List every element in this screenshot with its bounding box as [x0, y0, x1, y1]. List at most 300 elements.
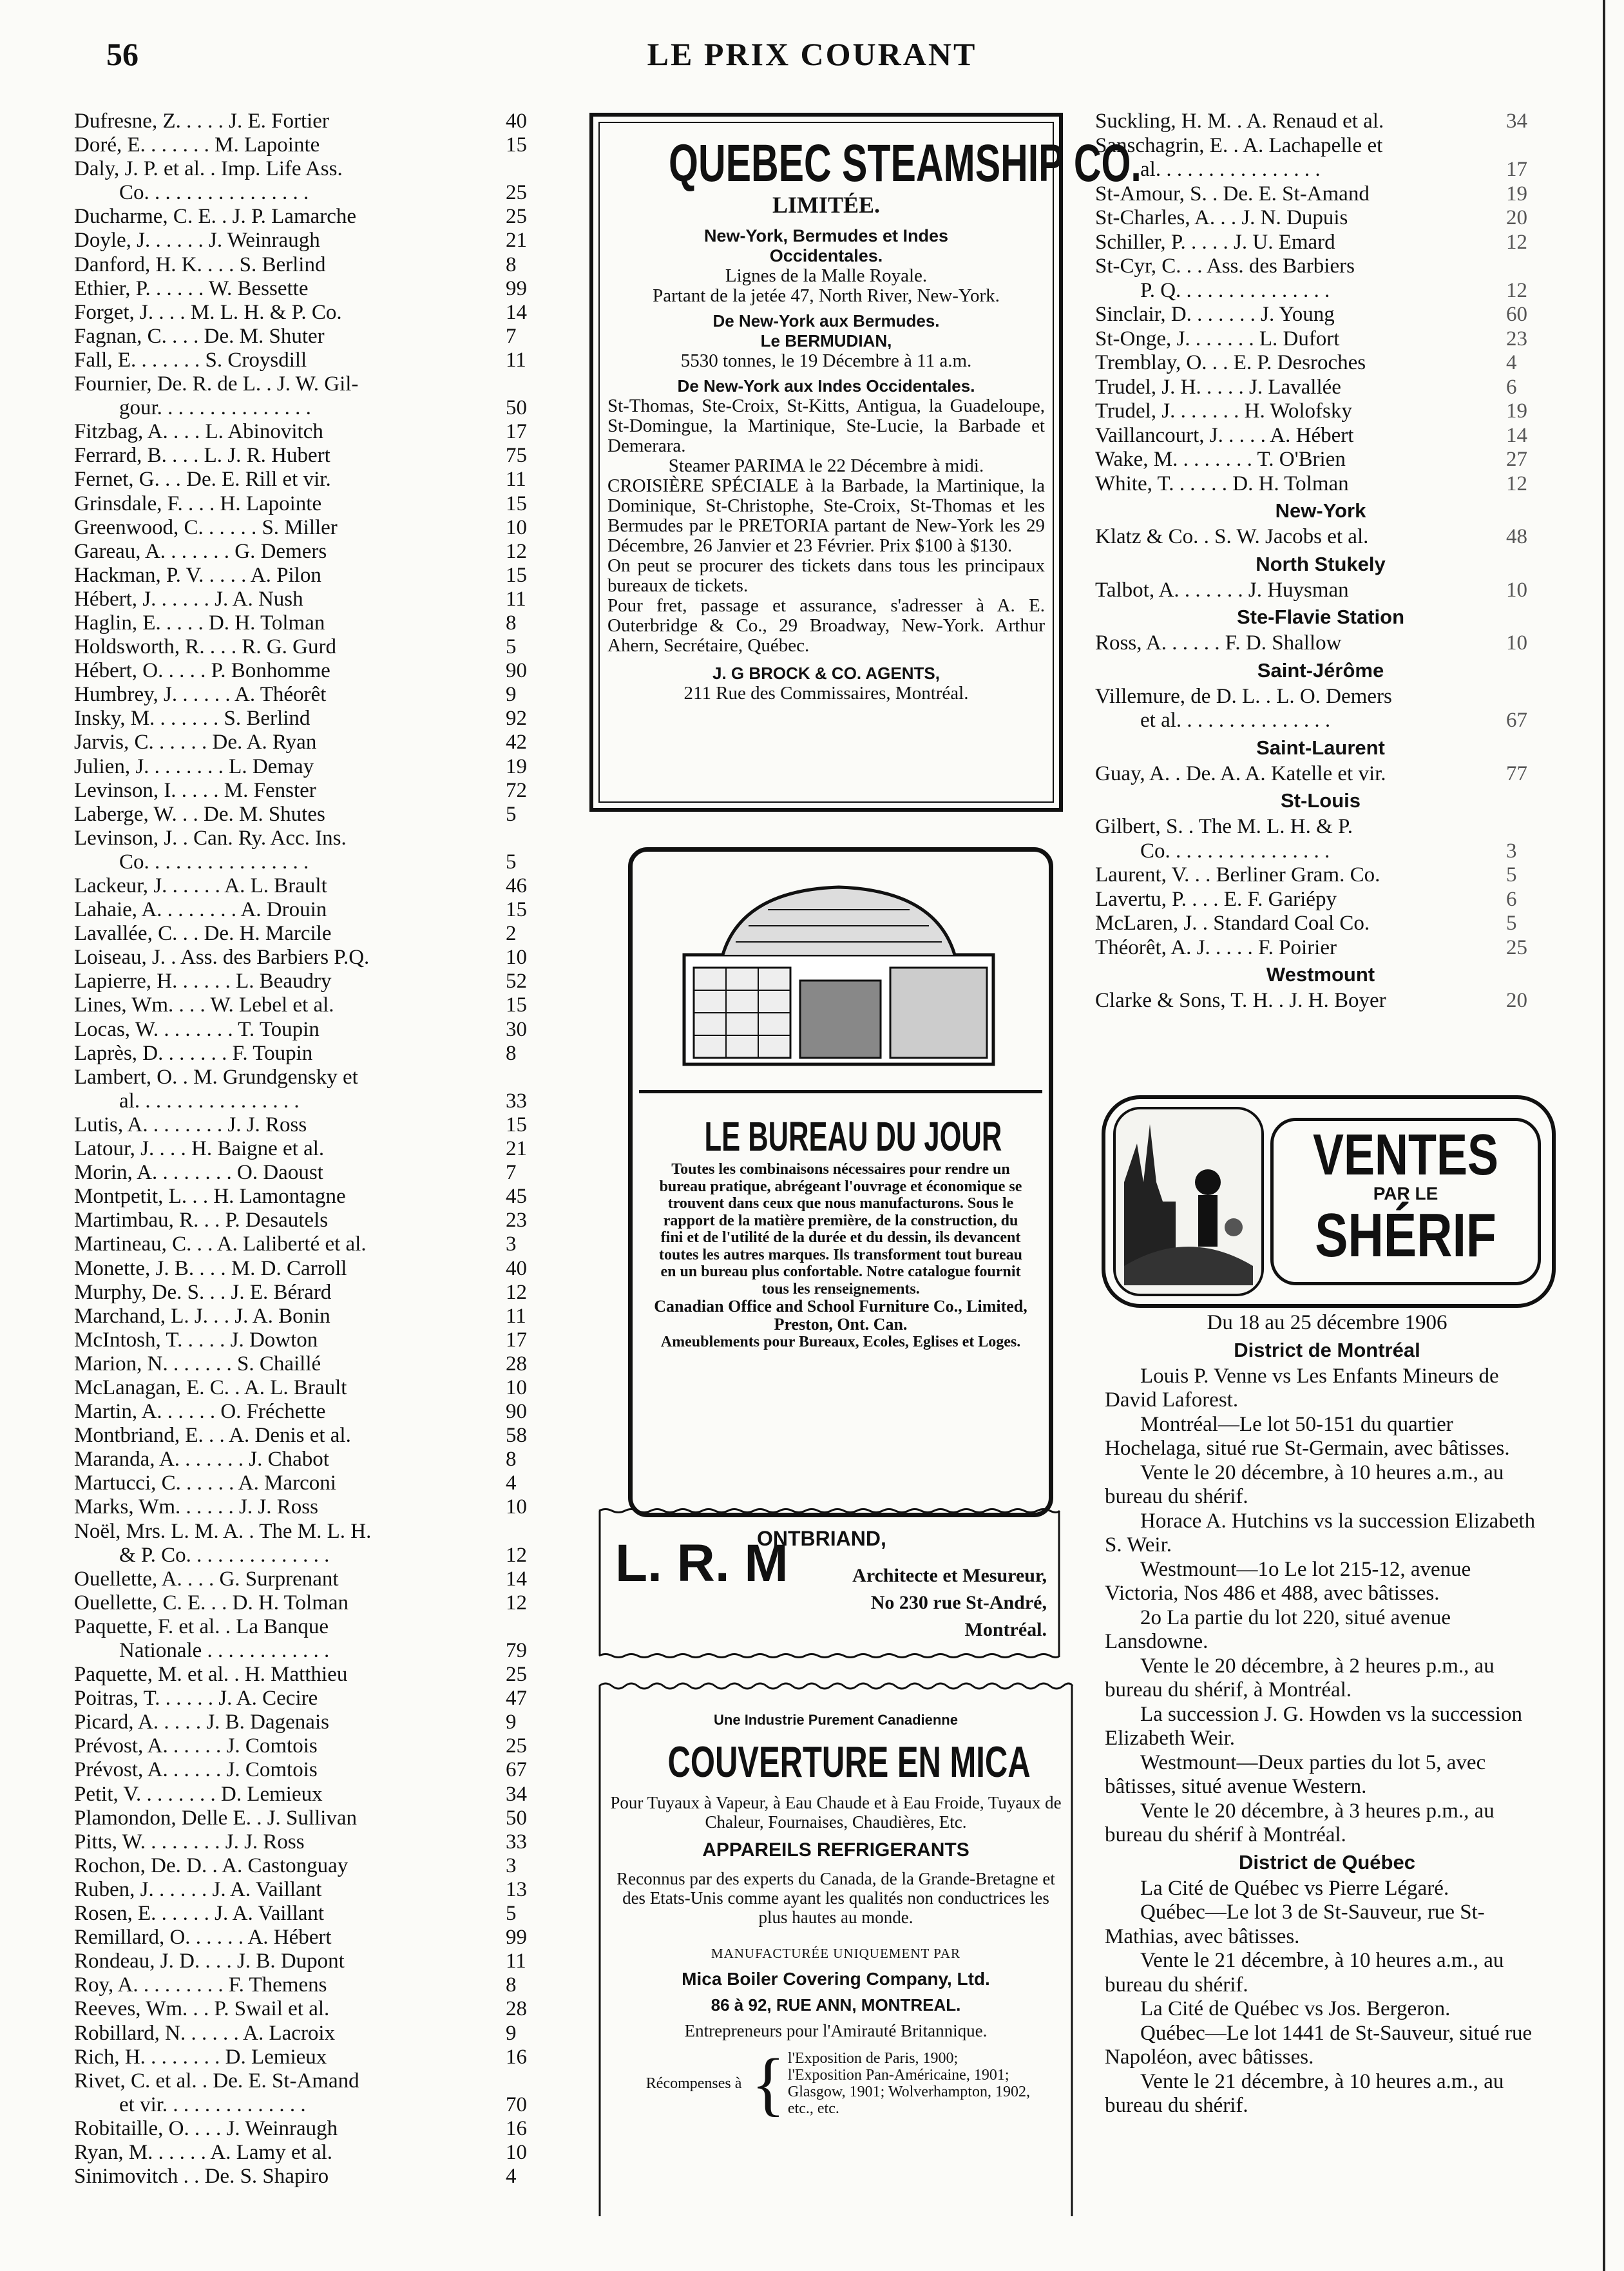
sherif-sales-listing — [1105, 1311, 1549, 2118]
sale-paragraph: La succession J. G. Howden vs la succession Elizabeth Weir. — [1105, 1702, 1522, 1750]
ad-title: QUEBEC STEAMSHIP CO. — [669, 134, 1142, 193]
listing-amount: 4 — [1506, 351, 1517, 374]
listing-parties: Vaillancourt, J. . . . . A. Hébert — [1095, 423, 1354, 447]
listing-parties: McIntosh, T. . . . . J. Dowton — [74, 1328, 318, 1352]
listing-amount: 15 — [506, 563, 527, 587]
listing-parties: Fitzbag, A. . . . L. Abinovitch — [74, 420, 323, 444]
listing-parties: Lambert, O. . M. Grundgensky et — [74, 1065, 358, 1089]
listing-amount: 77 — [1506, 762, 1527, 785]
listing-parties: Insky, M. . . . . . . S. Berlind — [74, 707, 310, 731]
listing-parties: Co. . . . . . . . . . . . . . . . — [119, 181, 309, 205]
listing-row — [74, 444, 557, 468]
city-silhouette-illustration — [1111, 1105, 1266, 1298]
ad-line: Une Industrie Purement Canadienne — [714, 1712, 958, 1728]
listing-parties: Prévost, A. . . . . . J. Comtois — [74, 1758, 318, 1782]
listing-parties: Maranda, A. . . . . . . J. Chabot — [74, 1448, 329, 1471]
listing-amount: 10 — [506, 946, 527, 970]
listing-parties: Martin, A. . . . . . O. Fréchette — [74, 1400, 326, 1424]
listing-amount: 10 — [506, 1375, 527, 1399]
listing-amount: 50 — [506, 396, 527, 420]
listing-row — [74, 1878, 557, 1902]
listing-amount: 17 — [1506, 158, 1527, 181]
awards-label: Récompenses à — [645, 2075, 742, 2092]
listing-parties: Wake, M. . . . . . . . T. O'Brien — [1095, 448, 1346, 471]
listing-row — [1095, 327, 1546, 352]
ad-company: Mica Boiler Covering Company, Ltd. — [682, 1969, 990, 1989]
listing-row — [74, 253, 557, 277]
listing-row — [74, 277, 557, 301]
listing-row — [74, 420, 557, 444]
ad-line: Entrepreneurs pour l'Amirauté Britannique. — [684, 2021, 988, 2040]
listing-row — [1095, 399, 1546, 424]
listing-amount: 42 — [506, 731, 527, 754]
ad-name: ONTBRIAND, — [757, 1527, 886, 1550]
listing-amount: 25 — [506, 1734, 527, 1758]
listing-amount: 46 — [506, 874, 527, 897]
listing-row — [74, 1783, 557, 1806]
listing-row — [1095, 206, 1546, 231]
listing-parties: Paquette, F. et al. . La Banque — [74, 1615, 329, 1638]
listing-amount: 20 — [1506, 989, 1527, 1012]
listing-amount: 5 — [506, 635, 517, 659]
ad-details — [852, 1562, 1047, 1643]
listing-parties: Paquette, M. et al. . H. Matthieu — [74, 1663, 348, 1687]
listing-parties: Ouellette, A. . . . G. Surprenant — [74, 1567, 339, 1591]
right-column-listing — [1095, 110, 1546, 1013]
listing-row — [74, 707, 557, 731]
listing-parties: Levinson, I. . . . . M. Fenster — [74, 778, 316, 802]
listing-row — [1095, 472, 1546, 497]
listing-parties: Rivet, C. et al. . De. E. St-Amand — [74, 2069, 359, 2093]
listing-row — [74, 1137, 557, 1161]
listing-row — [74, 1734, 557, 1758]
listing-row — [74, 1400, 557, 1424]
listing-parties: Laberge, W. . . De. M. Shutes — [74, 802, 325, 826]
listing-row — [1095, 182, 1546, 207]
listing-parties: al. . . . . . . . . . . . . . . . — [1140, 158, 1321, 181]
listing-parties: Marks, Wm. . . . . . J. J. Ross — [74, 1495, 318, 1519]
listing-parties: Gareau, A. . . . . . . G. Demers — [74, 539, 327, 563]
listing-row — [74, 635, 557, 659]
listing-row — [1095, 351, 1546, 376]
listing-row — [74, 1089, 557, 1113]
listing-parties: St-Amour, S. . De. E. St-Amand — [1095, 182, 1370, 206]
locality-header: Westmount — [1266, 963, 1375, 986]
listing-amount: 16 — [506, 2045, 527, 2069]
listing-parties: Trudel, J. . . . . . . H. Wolofsky — [1095, 399, 1352, 423]
sale-paragraph: Vente le 20 décembre, à 3 heures p.m., au bureau du shérif à Montréal. — [1105, 1799, 1495, 1846]
listing-amount: 47 — [506, 1687, 527, 1710]
listing-amount: 7 — [506, 1161, 517, 1185]
ad-line: De New-York aux Indes Occidentales. — [677, 376, 975, 396]
ad-line: Steamer PARIMA le 22 Décembre à midi. — [668, 455, 984, 476]
listing-row — [74, 1018, 557, 1042]
listing-row — [74, 1352, 557, 1376]
district-header: District de Montréal — [1234, 1338, 1420, 1361]
listing-parties: Noël, Mrs. L. M. A. . The M. L. H. — [74, 1519, 372, 1543]
listing-row — [74, 898, 557, 922]
ad-line: On peut se procurer des tickets dans tous les principaux bureaux de tickets. — [607, 555, 1045, 596]
listing-parties: Hackman, P. V. . . . . A. Pilon — [74, 563, 321, 587]
locality-header: Saint-Laurent — [1256, 736, 1385, 759]
listing-parties: Sinclair, D. . . . . . . J. Young — [1095, 303, 1335, 326]
locality-header: St-Louis — [1281, 789, 1361, 812]
listing-amount: 15 — [506, 993, 527, 1017]
listing-row — [74, 564, 557, 588]
listing-amount: 3 — [1506, 839, 1517, 863]
listing-amount: 4 — [506, 1471, 517, 1495]
listing-amount: 14 — [506, 1567, 527, 1591]
listing-parties: P. Q. . . . . . . . . . . . . . . — [1140, 278, 1330, 302]
listing-parties: Ouellette, C. E. . . D. H. Tolman — [74, 1591, 349, 1615]
listing-row — [74, 993, 557, 1017]
listing-amount: 13 — [506, 1877, 527, 1901]
ad-subtitle: APPAREILS REFRIGERANTS — [702, 1839, 970, 1861]
listing-amount: 9 — [506, 1710, 517, 1734]
ad-company: Canadian Office and School Furniture Co., Limited, Preston, Ont. Can. — [654, 1297, 1027, 1334]
listing-amount: 48 — [1506, 525, 1527, 548]
locality-header: New-York — [1275, 499, 1366, 522]
listing-parties: Tremblay, O. . . E. P. Desroches — [1095, 351, 1366, 374]
listing-parties: Talbot, A. . . . . . . J. Huysman — [1095, 578, 1349, 602]
listing-amount: 19 — [1506, 399, 1527, 423]
listing-parties: Suckling, H. M. . A. Renaud et al. — [1095, 110, 1384, 133]
listing-parties: Villemure, de D. L. . L. O. Demers — [1095, 684, 1392, 708]
listing-row — [74, 1806, 557, 1830]
listing-amount: 10 — [506, 515, 527, 539]
listing-amount: 9 — [506, 2021, 517, 2045]
listing-amount: 5 — [1506, 912, 1517, 935]
listing-row — [1095, 912, 1546, 936]
locality-header: North Stukely — [1256, 552, 1386, 575]
listing-amount: 25 — [1506, 935, 1527, 959]
listing-parties: Rich, H. . . . . . . . D. Lemieux — [74, 2045, 327, 2069]
listing-amount: 8 — [506, 611, 517, 635]
listing-row — [1095, 631, 1546, 656]
banner-sherif: SHÉRIF — [1315, 1201, 1496, 1270]
listing-amount: 11 — [506, 1304, 526, 1328]
listing-amount: 11 — [506, 587, 526, 611]
listing-parties: Clarke & Sons, T. H. . J. H. Boyer — [1095, 989, 1386, 1012]
listing-amount: 99 — [506, 1926, 527, 1950]
listing-parties: Lahaie, A. . . . . . . . A. Drouin — [74, 898, 327, 922]
listing-row — [74, 372, 557, 396]
listing-row — [1095, 448, 1546, 472]
listing-parties: Robillard, N. . . . . . A. Lacroix — [74, 2021, 336, 2045]
listing-row — [1095, 709, 1546, 733]
listing-row — [74, 1997, 557, 2021]
listing-amount: 27 — [1506, 448, 1527, 471]
listing-parties: Lines, Wm. . . . W. Lebel et al. — [74, 993, 334, 1017]
listing-parties: Lapierre, H. . . . . . L. Beaudry — [74, 970, 332, 993]
listing-amount: 17 — [506, 1328, 527, 1352]
listing-parties: Rochon, De. D. . A. Castonguay — [74, 1854, 349, 1877]
listing-row — [74, 205, 557, 229]
listing-row — [74, 1042, 557, 1066]
listing-row — [1095, 762, 1546, 787]
listing-row — [1095, 936, 1546, 961]
listing-row — [74, 2046, 557, 2069]
listing-parties: St-Charles, A. . . J. N. Dupuis — [1095, 206, 1348, 229]
sale-paragraph: Montréal—Le lot 50-151 du quartier Hochelaga, situé rue St-Germain, avec bâtisses. — [1105, 1412, 1510, 1460]
listing-row — [74, 1328, 557, 1352]
listing-parties: Schiller, P. . . . . J. U. Emard — [1095, 230, 1335, 254]
ad-line: St-Thomas, Ste-Croix, St-Kitts, Antigua, la Guadeloupe, St-Domingue, la Martinique, Ste-Lucie, la Barbade et Demerara. — [607, 396, 1045, 456]
district-header: District de Québec — [1239, 1850, 1415, 1873]
listing-amount: 90 — [506, 1400, 527, 1424]
listing-parties: Levinson, J. . Can. Ry. Acc. Ins. — [74, 826, 347, 850]
listing-amount: 28 — [506, 1352, 527, 1375]
listing-amount: 10 — [506, 2140, 527, 2164]
listing-row — [74, 2093, 557, 2117]
listing-row — [74, 1758, 557, 1782]
listing-parties: et al. . . . . . . . . . . . . . . — [1140, 709, 1331, 732]
listing-amount: 10 — [1506, 578, 1527, 602]
listing-row — [74, 1209, 557, 1232]
sale-paragraph: Vente le 21 décembre, à 10 heures a.m., au bureau du shérif. — [1105, 2069, 1504, 2117]
listing-row — [74, 1591, 557, 1615]
listing-row — [1095, 579, 1546, 603]
listing-row — [74, 1185, 557, 1209]
ad-line: De New-York aux Bermudes. — [712, 311, 940, 331]
listing-amount: 12 — [506, 1280, 527, 1304]
listing-parties: Montbriand, E. . . A. Denis et al. — [74, 1424, 351, 1448]
listing-parties: Ferrard, B. . . . L. J. R. Hubert — [74, 444, 330, 468]
ad-initials: L. R. M — [615, 1534, 788, 1593]
ad-line: Pour fret, passage et assurance, s'adresser à A. E. Outerbridge & Co., 29 Broadway, New-York. Arthur Ahern, Secrétaire, Québec. — [607, 595, 1045, 656]
listing-parties: Danford, H. K. . . . S. Berlind — [74, 253, 326, 276]
listing-row — [74, 1687, 557, 1710]
ad-line: Occidentales. — [769, 246, 883, 265]
listing-amount: 52 — [506, 970, 527, 993]
ad-line: Lignes de la Malle Royale. — [725, 265, 928, 286]
listing-parties: Picard, A. . . . . J. B. Dagenais — [74, 1710, 329, 1734]
listing-parties: Guay, A. . De. A. A. Katelle et vir. — [1095, 762, 1386, 785]
listing-amount: 4 — [506, 2165, 517, 2189]
listing-parties: Latour, J. . . . H. Baigne et al. — [74, 1137, 325, 1161]
listing-row — [74, 133, 557, 157]
listing-amount: 50 — [506, 1806, 527, 1830]
listing-parties: Doré, E. . . . . . . M. Lapointe — [74, 133, 320, 157]
listing-amount: 8 — [506, 1041, 517, 1065]
listing-parties: Hébert, J. . . . . . J. A. Nush — [74, 587, 303, 611]
listing-parties: Doyle, J. . . . . . J. Weinraugh — [74, 229, 320, 253]
sale-paragraph: Horace A. Hutchins vs la succession Elizabeth S. Weir. — [1105, 1509, 1536, 1557]
listing-amount: 21 — [506, 229, 527, 253]
listing-amount: 33 — [506, 1830, 527, 1854]
listing-row — [1095, 815, 1546, 839]
listing-row — [74, 1567, 557, 1591]
bureau-du-jour-ad — [628, 847, 1053, 1517]
listing-amount: 12 — [506, 1543, 527, 1567]
listing-row — [74, 492, 557, 516]
listing-amount: 21 — [506, 1137, 527, 1161]
listing-parties: Martimbau, R. . . P. Desautels — [74, 1209, 329, 1232]
listing-row — [74, 1854, 557, 1878]
listing-amount: 5 — [506, 850, 517, 874]
listing-parties: Julien, J. . . . . . . . L. Demay — [74, 754, 314, 778]
listing-row — [74, 946, 557, 970]
listing-parties: et vir. . . . . . . . . . . . . . — [119, 2093, 306, 2116]
listing-parties: Ducharme, C. E. . J. P. Lamarche — [74, 205, 357, 229]
listing-parties: St-Cyr, C. . . Ass. des Barbiers — [1095, 254, 1355, 278]
sale-paragraph: Westmount—1o Le lot 215-12, avenue Victoria, Nos 486 et 488, avec bâtisses. — [1105, 1557, 1471, 1605]
ad-awards: Récompenses à { l'Exposition de Paris, 1900; l'Exposition Pan-Américaine, 1901; Glasgow, 1901; Wolverhampton, 1902, etc., etc. — [602, 2048, 1069, 2119]
listing-amount: 92 — [506, 707, 527, 731]
listing-parties: Lavallée, C. . . De. H. Marcile — [74, 922, 332, 946]
listing-row — [74, 850, 557, 874]
listing-row — [74, 1639, 557, 1663]
listing-parties: Loiseau, J. . Ass. des Barbiers P.Q. — [74, 946, 370, 970]
mica-ad — [596, 1678, 1076, 2219]
page-edge-rule — [1603, 0, 1605, 2271]
listing-amount: 6 — [1506, 375, 1517, 399]
ad-agents: J. G BROCK & CO. AGENTS, — [712, 664, 940, 683]
sale-paragraph: Louis P. Venne vs Les Enfants Mineurs de David Laforest. — [1105, 1364, 1499, 1412]
listing-parties: Forget, J. . . . M. L. H. & P. Co. — [74, 300, 342, 324]
listing-row — [74, 516, 557, 540]
listing-parties: McLanagan, E. C. . A. L. Brault — [74, 1375, 347, 1399]
listing-row — [74, 1710, 557, 1734]
listing-row — [74, 1113, 557, 1137]
listing-parties: Sanschagrin, E. . A. Lachapelle et — [1095, 133, 1383, 157]
listing-row — [74, 229, 557, 253]
ventes-par-le-sherif-banner — [1102, 1095, 1556, 1308]
listing-row — [74, 1902, 557, 1926]
listing-amount: 67 — [506, 1758, 527, 1782]
listing-row — [1095, 839, 1546, 864]
listing-row — [1095, 863, 1546, 888]
listing-row — [1095, 685, 1546, 709]
listing-amount: 33 — [506, 1089, 527, 1113]
sale-paragraph: Westmount—Deux parties du lot 5, avec bâtisses, situé avenue Western. — [1105, 1750, 1486, 1798]
listing-parties: Reeves, Wm. . . P. Swail et al. — [74, 1997, 330, 2021]
listing-amount: 2 — [506, 922, 517, 946]
listing-amount: 8 — [506, 1448, 517, 1471]
ad-line: Le BERMUDIAN, — [760, 331, 892, 350]
listing-row — [1095, 254, 1546, 279]
listing-row — [74, 779, 557, 803]
listing-row — [74, 1232, 557, 1256]
listing-parties: Murphy, De. S. . . J. E. Bérard — [74, 1280, 332, 1304]
listing-row — [74, 874, 557, 898]
listing-parties: Remillard, O. . . . . . A. Hébert — [74, 1926, 332, 1950]
listing-row — [74, 301, 557, 325]
listing-row — [74, 659, 557, 683]
listing-parties: McLaren, J. . Standard Coal Co. — [1095, 912, 1370, 935]
listing-amount: 23 — [1506, 327, 1527, 350]
listing-row — [74, 2141, 557, 2165]
ad-title: LE BUREAU DU JOUR — [704, 1113, 1002, 1160]
ad-title: COUVERTURE EN MICA — [667, 1738, 1031, 1787]
sales-dates: Du 18 au 25 décembre 1906 — [1207, 1311, 1447, 1334]
listing-parties: Lackeur, J. . . . . . A. L. Brault — [74, 874, 327, 897]
listing-amount: 15 — [506, 898, 527, 922]
listing-amount: 45 — [506, 1185, 527, 1209]
listing-row — [1095, 110, 1546, 134]
listing-row — [74, 540, 557, 564]
listing-parties: Lavertu, P. . . . E. F. Gariépy — [1095, 887, 1337, 911]
ad-line: Montréal. — [964, 1619, 1047, 1640]
listing-parties: Martucci, C. . . . . . A. Marconi — [74, 1471, 336, 1495]
listing-parties: Klatz & Co. . S. W. Jacobs et al. — [1095, 525, 1369, 548]
sale-paragraph: Vente le 21 décembre, à 10 heures a.m., au bureau du shérif. — [1105, 1949, 1504, 1997]
listing-amount: 11 — [506, 468, 526, 492]
listing-parties: Laprès, D. . . . . . . F. Toupin — [74, 1041, 313, 1065]
listing-parties: Robitaille, O. . . . J. Weinraugh — [74, 2116, 338, 2140]
listing-parties: Locas, W. . . . . . . . T. Toupin — [74, 1017, 320, 1041]
listing-parties: Prévost, A. . . . . . J. Comtois — [74, 1734, 318, 1758]
listing-row — [74, 1663, 557, 1687]
ad-line: Partant de la jetée 47, North River, New-York. — [653, 285, 1000, 306]
banner-ventes: VENTES — [1312, 1123, 1499, 1187]
listing-row — [1095, 279, 1546, 303]
sale-paragraph: Vente le 20 décembre, à 10 heures a.m., au bureau du shérif. — [1105, 1461, 1504, 1508]
listing-amount: 75 — [506, 444, 527, 468]
listing-amount: 67 — [1506, 709, 1527, 732]
listing-amount: 60 — [1506, 303, 1527, 326]
listing-parties: Martineau, C. . . A. Laliberté et al. — [74, 1232, 367, 1256]
listing-row — [74, 1830, 557, 1854]
ad-address: 211 Rue des Commissaires, Montréal. — [683, 683, 969, 704]
listing-amount: 3 — [506, 1232, 517, 1256]
listing-amount: 19 — [506, 754, 527, 778]
listing-amount: 15 — [506, 1113, 527, 1136]
ad-line: Pour Tuyaux à Vapeur, à Eau Chaude et à Eau Froide, Tuyaux de Chaleur, Fournaises, Chaudières, Etc. — [610, 1793, 1062, 1832]
listing-amount: 11 — [506, 1950, 526, 1973]
listing-parties: Co. . . . . . . . . . . . . . . . — [1140, 839, 1330, 863]
ad-body-text: Toutes les combinaisons nécessaires pour rendre un bureau pratique, abrégeant l'ouvrage et économique se trouvent dans ceux que nous manufacturons. Sous le rapport de la matière première, de la construction, du fini et de l'utilité de la durée et du dessin, ils devancent toutes les autres marques. Ils transforment tout bureau en un bureau plus confortable. Notre catalogue fournit tous les renseignements. — [659, 1161, 1022, 1298]
listing-row — [74, 1281, 557, 1305]
ad-body — [652, 1161, 1029, 1351]
ad-line: Reconnus par des experts du Canada, de la Grande-Bretagne et des Etats-Unis comme ayant les qualités non conductrices les plus hautes au monde. — [616, 1869, 1055, 1927]
listing-row — [74, 1544, 557, 1567]
listing-amount: 15 — [506, 133, 527, 157]
listing-parties: Fall, E. . . . . . . S. Croysdill — [74, 348, 307, 372]
listing-row — [74, 611, 557, 635]
listing-row — [74, 1448, 557, 1471]
listing-row — [74, 157, 557, 181]
listing-parties: White, T. . . . . . D. H. Tolman — [1095, 472, 1349, 495]
listing-amount: 12 — [1506, 472, 1527, 495]
listing-amount: 19 — [1506, 182, 1527, 206]
ad-line: 5530 tonnes, le 19 Décembre à 11 a.m. — [680, 350, 972, 371]
listing-row — [74, 1973, 557, 1997]
page-header — [0, 35, 1624, 87]
listing-amount: 25 — [506, 1663, 527, 1687]
ad-content — [602, 1701, 1069, 2123]
listing-row — [74, 803, 557, 827]
listing-parties: Ross, A. . . . . . F. D. Shallow — [1095, 631, 1342, 655]
left-column-listing — [74, 110, 557, 2189]
listing-amount: 15 — [506, 492, 527, 515]
listing-row — [74, 1305, 557, 1328]
listing-row — [74, 731, 557, 754]
listing-amount: 79 — [506, 1639, 527, 1662]
listing-amount: 12 — [506, 539, 527, 563]
listing-parties: Plamondon, Delle E. . J. Sullivan — [74, 1806, 358, 1830]
listing-parties: Fernet, G. . . De. E. Rill et vir. — [74, 468, 331, 492]
listing-amount: 34 — [1506, 110, 1527, 133]
listing-amount: 34 — [506, 1782, 527, 1806]
ad-subtitle: LIMITÉE. — [772, 192, 881, 218]
awards-list: l'Exposition de Paris, 1900; l'Exposition Pan-Américaine, 1901; Glasgow, 1901; Wolverhampton, 1902, etc., etc. — [787, 2050, 1030, 2117]
listing-amount: 14 — [506, 300, 527, 324]
ad-tail: Ameublements pour Bureaux, Ecoles, Eglises et Loges. — [660, 1334, 1021, 1350]
listing-row — [1095, 525, 1546, 550]
listing-row — [1095, 424, 1546, 448]
banner-par-le: PAR LE — [1373, 1183, 1438, 1203]
